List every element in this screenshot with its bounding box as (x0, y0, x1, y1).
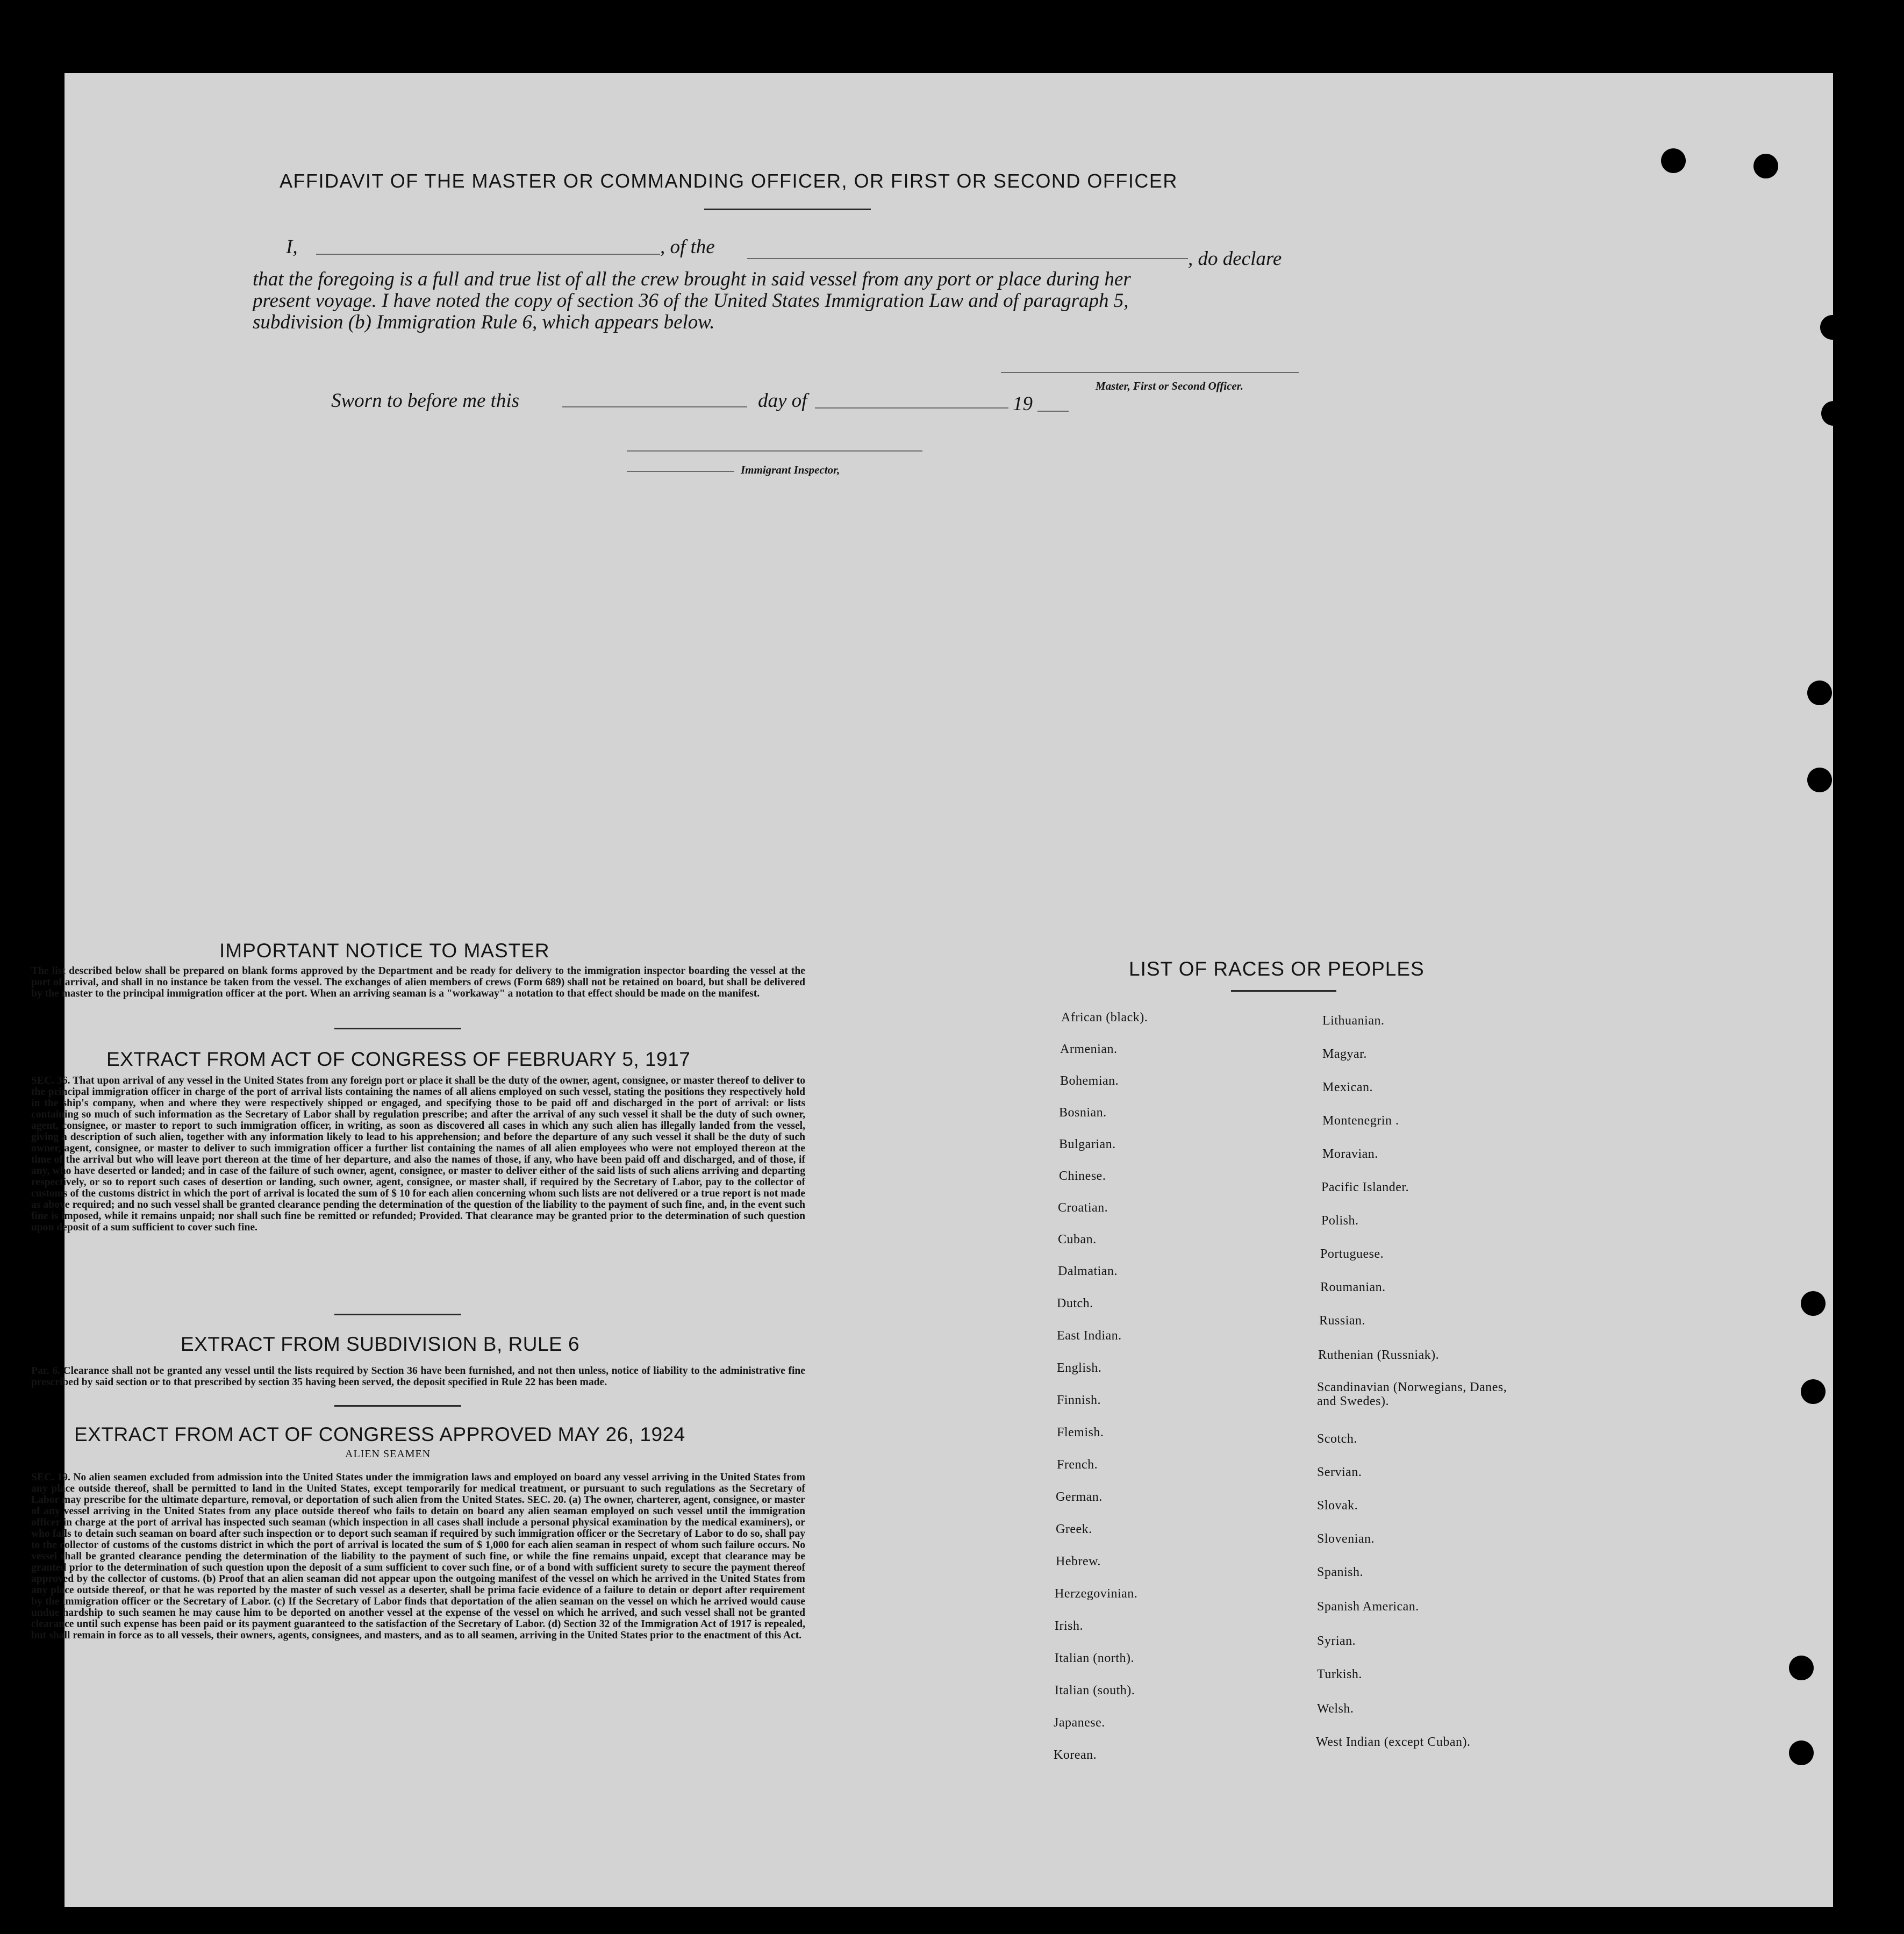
race-right-item: Russian. (1319, 1314, 1366, 1328)
race-right-item: Welsh. (1317, 1702, 1354, 1716)
race-left-item: Herzegovinian. (1055, 1587, 1138, 1601)
punch-hole (1801, 1291, 1826, 1316)
punch-hole (1807, 681, 1832, 705)
race-right-item: Spanish American. (1317, 1600, 1419, 1614)
race-left-item: East Indian. (1057, 1329, 1122, 1343)
race-right-item: Portuguese. (1320, 1247, 1384, 1261)
race-left-item: Cuban. (1058, 1233, 1097, 1247)
race-left-item: Italian (north). (1055, 1651, 1134, 1665)
punch-hole (1753, 154, 1778, 178)
affidavit-line-2: present voyage. I have noted the copy of section 36 of the United States Immigration Law and of paragraph 5, (253, 290, 1129, 312)
affidavit-line-1: that the foregoing is a full and true list of all the crew brought in said vessel from any port or place during her (253, 268, 1131, 290)
race-right-item: Scotch. (1317, 1432, 1357, 1446)
extract-1924-subtitle: ALIEN SEAMEN (345, 1448, 431, 1460)
race-left-item: English. (1057, 1361, 1102, 1375)
race-left-item: Japanese. (1054, 1716, 1105, 1730)
do-declare-label: , do declare (1188, 248, 1282, 270)
punch-hole (1801, 1379, 1826, 1404)
affidavit-title: AFFIDAVIT OF THE MASTER OR COMMANDING OFFICER, OR FIRST OR SECOND OFFICER (280, 170, 1178, 192)
race-left-item: French. (1057, 1458, 1098, 1472)
race-left-item: Dutch. (1057, 1297, 1093, 1310)
notice-text: The list described below shall be prepared on blank forms approved by the Department and be ready for delivery to the immigration inspector boarding the vessel at the port of arrival, and shall in no instance be taken from the vessel. The exchanges of alien members of crews (Form 689) shall not be retained on board, but shall be delivered by the master to the principal immigration officer at the port. When an arriving seaman is a "workaway" a notation to that effect should be made on the manifest. (31, 965, 805, 999)
race-right-item: Montenegrin . (1322, 1114, 1399, 1128)
race-left-item: Dalmatian. (1058, 1264, 1118, 1278)
race-left-item: German. (1056, 1490, 1103, 1504)
race-left-item: Armenian. (1060, 1042, 1118, 1056)
race-left-item: Greek. (1056, 1522, 1092, 1536)
race-right-item: Pacific Islander. (1321, 1180, 1409, 1194)
race-left-item: Chinese. (1059, 1169, 1106, 1183)
race-left-item: Italian (south). (1055, 1684, 1135, 1697)
race-left-item: Hebrew. (1056, 1555, 1101, 1568)
race-right-item: Slovenian. (1317, 1532, 1375, 1546)
races-title: LIST OF RACES OR PEOPLES (1129, 958, 1425, 980)
punch-hole (1789, 1656, 1814, 1680)
race-right-item: Turkish. (1317, 1667, 1362, 1681)
sworn-label: Sworn to before me this (331, 390, 520, 412)
race-left-item: Croatian. (1058, 1201, 1108, 1215)
section-rule (334, 1314, 461, 1315)
race-right-item: Roumanian. (1320, 1280, 1386, 1294)
affiant-label: I, (286, 236, 298, 258)
race-right-item: Lithuanian. (1322, 1014, 1385, 1028)
sworn-month-line[interactable] (815, 407, 1008, 409)
race-left-item: Bohemian. (1060, 1074, 1119, 1088)
race-right-item: West Indian (except Cuban). (1316, 1735, 1471, 1749)
affidavit-line-3: subdivision (b) Immigration Rule 6, which appears below. (253, 311, 715, 333)
inspector-lead-line (627, 471, 734, 472)
race-left-item: Bulgarian. (1059, 1137, 1116, 1151)
race-right-item: Polish. (1321, 1214, 1359, 1228)
affiant-name-line[interactable] (316, 254, 660, 255)
race-right-item: Magyar. (1322, 1047, 1367, 1061)
race-left-item: Bosnian. (1059, 1106, 1107, 1120)
race-right-item: Syrian. (1317, 1634, 1356, 1648)
race-right-item: Servian. (1317, 1465, 1362, 1479)
race-right-item: Scandinavian (Norwegians, Danes, and Swedes). (1317, 1380, 1507, 1408)
race-left-item: Finnish. (1057, 1393, 1101, 1407)
extract-1924-title: EXTRACT FROM ACT OF CONGRESS APPROVED MAY 26, 1924 (74, 1423, 685, 1445)
sworn-day-line[interactable] (562, 406, 747, 407)
punch-hole (1807, 768, 1832, 792)
race-right-item: Moravian. (1322, 1147, 1378, 1161)
of-the-label: , of the (660, 236, 715, 258)
race-right-item: Spanish. (1317, 1565, 1364, 1579)
year-prefix: 19 (1013, 393, 1033, 415)
year-line[interactable] (1037, 411, 1069, 412)
punch-hole (1789, 1740, 1814, 1765)
race-left-item: Flemish. (1057, 1426, 1104, 1439)
extract-rule6-title: EXTRACT FROM SUBDIVISION B, RULE 6 (181, 1333, 580, 1355)
race-left-item: Irish. (1055, 1619, 1083, 1633)
race-right-item: Slovak. (1317, 1499, 1358, 1513)
race-right-item: Mexican. (1322, 1080, 1373, 1094)
punch-hole (1661, 148, 1686, 173)
signature-caption: Master, First or Second Officer. (1096, 379, 1243, 392)
extract-1917-title: EXTRACT FROM ACT OF CONGRESS OF FEBRUARY 5, 1917 (106, 1048, 691, 1070)
extract-rule6-text: Par. 6. Clearance shall not be granted any vessel until the lists required by Section 36 have been furnished, and not then unless, notice of liability to the administrative fine prescribed by said section or to that prescribed by section 35 having been served, the deposit specified in Rule 22 has been made. (31, 1365, 805, 1388)
race-right-item: Ruthenian (Russniak). (1318, 1348, 1440, 1362)
inspector-signature-line[interactable] (627, 450, 922, 452)
section-rule (334, 1028, 461, 1029)
extract-1924-text: SEC. 19. No alien seamen excluded from admission into the United States under the immigration laws and employed on board any vessel arriving in the United States from any place outside thereof, shall be permitted to land in the United States, except temporarily for medical treatment, or pursuant to such regulations as the Secretary of Labor may prescribe for the ultimate departure, removal, or deportation of such alien from the United States. SEC. 20. (a) The owner, charterer, agent, consignee, or master of any vessel arriving in the United States from any place outside thereof who fails to detain on board any alien seaman employed on such vessel until the immigration officer in charge at the port of arrival has inspected such seaman (which inspection in all cases shall include a personal physical examination by the medical examiners), or who fails to detain such seaman on board after such inspection or to deport such seaman if required by such immigration officer or the Secretary of Labor to do so, shall pay to the collector of customs of the customs district in which the port of arrival is located the sum of $ 1,000 for each alien seaman in respect of whom such failure occurs. No vessel shall be granted clearance pending the determination of the liability to the payment of such fine, or while the fine remains unpaid, except that clearance may be granted prior to the determination of such question upon the deposit of a sum sufficient to cover such fine, or of a bond with sufficient surety to secure the payment thereof approved by the collector of customs. (b) Proof that an alien seaman did not appear upon the outgoing manifest of the vessel on which he arrived in the United States from any place outside thereof, or that he was reported by the master of such vessel as a deserter, shall be prima facie evidence of a failure to detain or deport after requirement by the immigration officer or the Secretary of Labor. (c) If the Secretary of Labor finds that deportation of the alien seaman on the vessel on which he arrived would cause undue hardship to such seamen he may cause him to be deported on another vessel at the expense of the vessel on which he arrived, and such vessel shall not be granted clearance until such expense has been paid or its payment guaranteed to the satisfaction of the Secretary of Labor. (d) Section 32 of the Immigration Act of 1917 is repealed, but shall remain in force as to all vessels, their owners, agents, consignees, and masters, and as to all seamen, arriving in the United States prior to the enactment of this Act. (31, 1472, 805, 1641)
punch-hole (1821, 401, 1846, 426)
notice-title: IMPORTANT NOTICE TO MASTER (219, 940, 550, 962)
race-left-item: Korean. (1054, 1748, 1097, 1762)
day-of-label: day of (758, 390, 807, 412)
punch-hole (1820, 315, 1845, 340)
race-left-item: African (black). (1061, 1011, 1148, 1025)
section-rule (334, 1405, 461, 1407)
signature-line[interactable] (1001, 372, 1299, 373)
races-title-rule (1231, 990, 1336, 992)
extract-1917-text: SEC. 36. That upon arrival of any vessel in the United States from any foreign port or place it shall be the duty of the owner, agent, consignee, or master thereof to deliver to the principal immigration officer in charge of the port of arrival lists containing the names of all aliens employed on such vessel, stating the positions they respectively hold in the ship's company, when and where they were respectively shipped or engaged, and specifying those to be paid off and discharged in the port of arrival: or lists containing so much of such information as the Secretary of Labor shall by regulation prescribe; and after the arrival of any such vessel it shall be the duty of such owner, agent, consignee, or master to report to such immigration officer, in writing, as soon as discovered all cases in which any such alien has illegally landed from the vessel, giving a description of such alien, together with any information likely to lead to his apprehension; and before the departure of any such vessel it shall be the duty of such owner, agent, consignee, or master to deliver to such immigration officer a further list containing the names of all alien employees who were not employed thereon at the time of the arrival but who will leave port thereon at the time of her departure, and also the names of those, if any, who have been paid off and discharged, and of those, if any, who have deserted or landed; and in case of the failure of such owner, agent, consignee, or master to deliver either of the said lists of such aliens arriving and departing respectively, or so to report such cases of desertion or landing, such owner, agent, consignee, or master shall, if required by the Secretary of Labor, pay to the collector of customs of the customs district in which the port of arrival is located the sum of $ 10 for each alien concerning whom such lists are not delivered or a true report is not made as above required; and no such vessel shall be granted clearance pending the determination of the question of the liability to the payment of such fine, and, in the event such fine is imposed, while it remains unpaid; nor shall such fine be remitted or refunded; Provided. That clearance may be granted prior to the determination of such question upon deposit of a sum sufficient to cover such fine. (31, 1075, 805, 1233)
vessel-name-line[interactable] (747, 258, 1188, 259)
title-rule (704, 209, 871, 210)
inspector-caption: Immigrant Inspector, (741, 463, 840, 476)
